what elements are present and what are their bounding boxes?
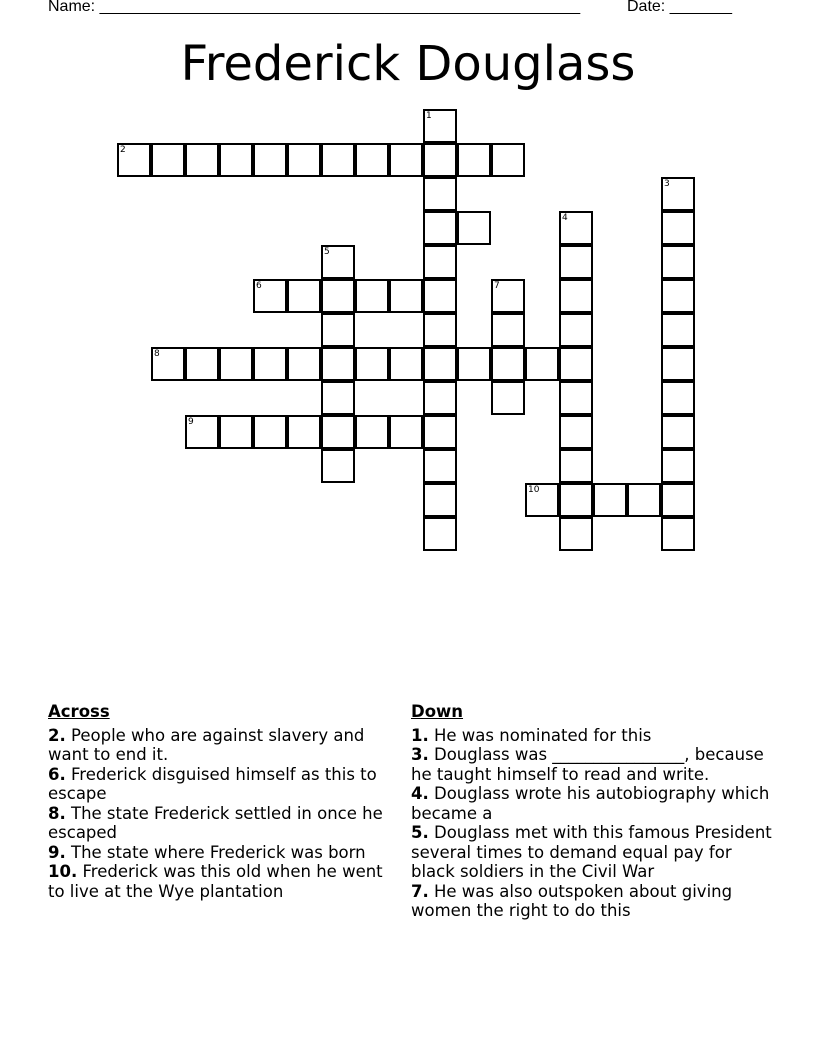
clue-text: Douglass met with this famous President several times to demand equal pay for black soldiers in the Civil War (411, 823, 772, 881)
down-clues (411, 702, 776, 921)
clue-number-label: 4 (562, 213, 568, 223)
grid-cell[interactable] (423, 381, 457, 415)
grid-cell[interactable] (355, 143, 389, 177)
clue-number-label: 10 (528, 485, 540, 495)
grid-cell[interactable] (423, 347, 457, 381)
grid-cell[interactable] (253, 279, 287, 313)
grid-cell[interactable] (423, 279, 457, 313)
grid-cell[interactable] (151, 143, 185, 177)
clue-number-label: 9 (188, 417, 194, 427)
clue-number-label: 1 (426, 111, 432, 121)
grid-cell[interactable] (423, 143, 457, 177)
grid-cell[interactable] (559, 279, 593, 313)
grid-cell[interactable] (321, 381, 355, 415)
clue-number: 3. (411, 745, 429, 764)
clue-number: 7. (411, 881, 429, 901)
clue-text: The state where Frederick was born (71, 842, 366, 862)
grid-cell[interactable] (321, 143, 355, 177)
grid-cell[interactable] (321, 449, 355, 483)
clue-number: 2. (48, 725, 66, 745)
grid-cell[interactable] (491, 143, 525, 177)
clue-text: He was nominated for this (434, 725, 652, 745)
clue-number-label: 3 (664, 179, 670, 189)
across-clue (48, 726, 388, 765)
grid-cell[interactable] (219, 347, 253, 381)
grid-cell[interactable] (423, 313, 457, 347)
clue-text: The state Frederick settled in once he escaped (48, 803, 383, 842)
grid-cell[interactable] (661, 381, 695, 415)
grid-cell[interactable] (559, 313, 593, 347)
clue-number: 4. (411, 784, 429, 803)
grid-cell[interactable] (287, 143, 321, 177)
grid-cell[interactable] (185, 347, 219, 381)
grid-cell[interactable] (661, 449, 695, 483)
grid-cell[interactable] (253, 415, 287, 449)
grid-cell[interactable] (457, 143, 491, 177)
down-heading: Down (411, 702, 464, 721)
grid-cell[interactable] (661, 279, 695, 313)
grid-cell[interactable] (559, 347, 593, 381)
grid-cell[interactable] (389, 347, 423, 381)
clue-text: People who are against slavery and want to end it. (48, 725, 365, 764)
clue-number: 8. (48, 803, 66, 823)
grid-cell[interactable] (151, 347, 185, 381)
grid-cell[interactable] (287, 279, 321, 313)
grid-cell[interactable] (423, 415, 457, 449)
grid-cell[interactable] (627, 483, 661, 517)
grid-cell[interactable] (423, 177, 457, 211)
grid-cell[interactable] (559, 245, 593, 279)
across-heading: Across (48, 702, 110, 721)
grid-cell[interactable] (423, 211, 457, 245)
clue-number: 6. (48, 764, 66, 784)
grid-cell[interactable] (661, 177, 695, 211)
grid-cell[interactable] (661, 483, 695, 517)
clue-number-label: 2 (120, 145, 126, 155)
across-clue (48, 843, 388, 863)
grid-cell[interactable] (457, 347, 491, 381)
grid-cell[interactable] (559, 517, 593, 551)
clue-number-label: 8 (154, 349, 160, 359)
grid-cell[interactable] (355, 415, 389, 449)
grid-cell[interactable] (559, 449, 593, 483)
clue-number-label: 6 (256, 281, 262, 291)
across-clue (48, 804, 388, 843)
grid-cell[interactable] (661, 245, 695, 279)
grid-cell[interactable] (253, 143, 287, 177)
grid-cell[interactable] (423, 483, 457, 517)
clue-number: 10. (48, 862, 78, 881)
grid-cell[interactable] (423, 517, 457, 551)
down-clue (411, 745, 776, 784)
grid-cell[interactable] (389, 415, 423, 449)
grid-cell[interactable] (559, 211, 593, 245)
grid-cell[interactable] (253, 347, 287, 381)
grid-cell[interactable] (491, 279, 525, 313)
grid-cell[interactable] (593, 483, 627, 517)
date-field-label: Date: _______ (627, 0, 732, 15)
grid-cell[interactable] (559, 381, 593, 415)
grid-cell[interactable] (525, 347, 559, 381)
clue-number: 5. (411, 823, 429, 842)
grid-cell[interactable] (491, 347, 525, 381)
grid-cell[interactable] (559, 415, 593, 449)
grid-cell[interactable] (423, 245, 457, 279)
down-clue (411, 784, 776, 823)
grid-cell[interactable] (661, 415, 695, 449)
grid-cell[interactable] (117, 143, 151, 177)
grid-cell[interactable] (661, 347, 695, 381)
grid-cell[interactable] (185, 415, 219, 449)
grid-cell[interactable] (491, 381, 525, 415)
clue-number: 1. (411, 725, 429, 745)
grid-cell[interactable] (355, 347, 389, 381)
down-clue (411, 823, 776, 882)
grid-cell[interactable] (321, 347, 355, 381)
clue-number: 9. (48, 842, 66, 862)
name-field-label: Name: ______________________________________________________ (48, 0, 581, 15)
grid-cell[interactable] (219, 415, 253, 449)
across-clue (48, 862, 388, 901)
grid-cell[interactable] (423, 449, 457, 483)
puzzle-title: Frederick Douglass (180, 36, 636, 92)
grid-cell[interactable] (559, 483, 593, 517)
across-clues (48, 702, 388, 901)
down-clue (411, 882, 776, 921)
grid-cell[interactable] (321, 279, 355, 313)
grid-cell[interactable] (389, 143, 423, 177)
grid-cell[interactable] (287, 415, 321, 449)
grid-cell[interactable] (661, 517, 695, 551)
clue-number-label: 5 (324, 247, 330, 257)
grid-cell[interactable] (457, 211, 491, 245)
clue-number-label: 7 (494, 281, 500, 291)
grid-cell[interactable] (355, 279, 389, 313)
grid-cell[interactable] (661, 313, 695, 347)
clue-text: He was also outspoken about giving women the right to do this (411, 881, 733, 920)
clue-text: Douglass was ________________, because he taught himself to read and write. (411, 745, 764, 784)
grid-cell[interactable] (219, 143, 253, 177)
grid-cell[interactable] (491, 313, 525, 347)
grid-cell[interactable] (287, 347, 321, 381)
grid-cell[interactable] (321, 415, 355, 449)
clue-text: Douglass wrote his autobiography which became a (411, 784, 770, 823)
grid-cell[interactable] (321, 245, 355, 279)
grid-cell[interactable] (185, 143, 219, 177)
down-clue (411, 726, 776, 746)
grid-cell[interactable] (321, 313, 355, 347)
grid-cell[interactable] (423, 109, 457, 143)
clue-text: Frederick was this old when he went to live at the Wye plantation (48, 862, 383, 901)
grid-cell[interactable] (525, 483, 559, 517)
grid-cell[interactable] (389, 279, 423, 313)
across-clue (48, 765, 388, 804)
clue-text: Frederick disguised himself as this to escape (48, 764, 377, 803)
grid-cell[interactable] (661, 211, 695, 245)
